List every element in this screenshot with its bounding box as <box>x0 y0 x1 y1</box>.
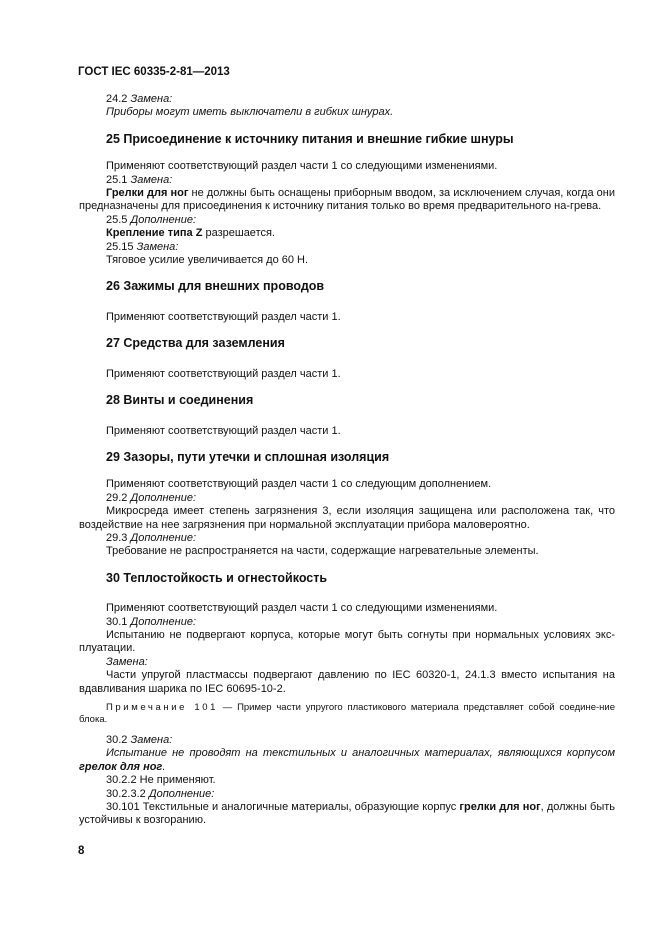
clause-30-1-replace-label: Замена: <box>106 655 148 668</box>
clause-30-101 <box>79 801 615 828</box>
clause-30-2 <box>79 734 615 747</box>
clause-text-end: . <box>162 760 166 773</box>
clause-label: Дополнение: <box>130 213 196 226</box>
clause-30-2-text <box>79 747 615 774</box>
clause-25-15 <box>79 241 615 254</box>
section-26-title: 26 Зажимы для внешних проводов <box>106 279 325 294</box>
clause-number: 25.5 <box>106 213 128 226</box>
page-header: ГОСТ IEC 60335-2-81—2013 <box>78 66 230 78</box>
clause-30-1-replace-text: Части упругой пластмассы подвергают давлению по IEC 60320-1, 24.1.3 вместо испытания на вдавливания шарика по IEC 60695-10-2. <box>79 669 615 695</box>
clause-25-15-text: Тяговое усилие увеличивается до 60 Н. <box>106 254 309 267</box>
section-27-title: 27 Средства для заземления <box>106 336 285 351</box>
clause-text: Испытание не проводят на текстильных и аналогичных материалах, являющихся корпусом <box>106 747 615 760</box>
clause-number: 29.2 <box>106 491 128 504</box>
clause-25-1-text <box>79 187 615 214</box>
clause-label: Дополнение: <box>130 531 196 544</box>
clause-text: не должны быть оснащены приборным вводом, за исключением случая, когда они предназначены для присоединения к источнику питания только во время предварительного на-грева. <box>79 187 615 213</box>
clause-29-2-text: Микросреда имеет степень загрязнения 3, если изоляция защищена или расположена так, что воздействие на нее загрязнения при нормальной эксплуатации прибора маловероятно. <box>79 505 615 531</box>
note-label: Примечание 101 <box>106 702 219 713</box>
term-bold: грелки для ног <box>459 801 541 814</box>
clause-30-1 <box>79 616 615 629</box>
page-number: 8 <box>78 845 85 857</box>
clause-30-2-3-2 <box>79 788 615 801</box>
clause-number: 30.1 <box>106 615 128 628</box>
note-101 <box>79 702 615 726</box>
section-28-text: Применяют соответствующий раздел части 1. <box>106 424 341 437</box>
clause-text: разрешается. <box>202 227 275 240</box>
clause-30-1-text: Испытанию не подвергают корпуса, которые могут быть согнуты при нормальных условиях экс-плуатации. <box>79 628 615 655</box>
clause-29-2 <box>79 492 615 505</box>
clause-number: 24.2 <box>106 93 128 105</box>
clause-29-3 <box>79 532 615 545</box>
section-28-title: 28 Винты и соединения <box>106 393 254 408</box>
clause-label: Замена: <box>130 173 173 186</box>
clause-label: Замена: <box>136 240 179 253</box>
section-30-intro: Применяют соответствующий раздел части 1 со следующими изменениями. <box>106 602 498 615</box>
clause-25-5-text <box>79 227 615 240</box>
section-26-text: Применяют соответствующий раздел части 1. <box>106 310 341 323</box>
clause-24-2 <box>79 93 615 106</box>
clause-25-1 <box>79 174 615 187</box>
clause-text: 30.101 Текстильные и аналогичные материалы, образующие корпус <box>106 801 460 814</box>
clause-24-2-text: Приборы могут иметь выключатели в гибких шнурах. <box>106 106 394 119</box>
clause-label: Замена: <box>130 734 173 746</box>
note-text: — Пример части упругого пластикового материала представляет собой соедине-ние блока. <box>79 702 615 725</box>
clause-label: Замена: <box>130 93 173 105</box>
term-bold: грелок для ног <box>79 760 163 773</box>
clause-number: 25.1 <box>106 173 128 186</box>
section-27-text: Применяют соответствующий раздел части 1. <box>106 367 341 380</box>
clause-number: 25.15 <box>106 240 134 253</box>
section-25-intro: Применяют соответствующий раздел части 1 со следующими изменениями. <box>106 160 498 173</box>
section-29-intro: Применяют соответствующий раздел части 1 со следующим дополнением. <box>106 478 492 491</box>
clause-text-end: , должны быть устойчивы к возгоранию. <box>79 801 615 827</box>
section-30-title: 30 Теплостойкость и огнестойкость <box>106 570 328 585</box>
term-bold: Крепление типа Z <box>106 227 203 240</box>
clause-30-2-2: 30.2.2 Не применяют. <box>106 774 216 787</box>
section-25-title: 25 Присоединение к источнику питания и внешние гибкие шнуры <box>106 131 514 146</box>
term-bold: Грелки для ног <box>106 187 189 200</box>
clause-label: Дополнение: <box>148 787 215 800</box>
clause-label: Дополнение: <box>130 615 196 628</box>
section-29-title: 29 Зазоры, пути утечки и сплошная изоляция <box>106 449 390 464</box>
clause-number: 30.2.3.2 <box>106 787 146 800</box>
clause-label: Дополнение: <box>130 491 196 504</box>
clause-29-3-text: Требование не распространяется на части, содержащие нагревательные элементы. <box>106 545 539 558</box>
clause-25-5 <box>79 214 615 227</box>
document-body <box>79 93 615 828</box>
clause-number: 30.2 <box>106 734 128 746</box>
clause-number: 29.3 <box>106 531 128 544</box>
